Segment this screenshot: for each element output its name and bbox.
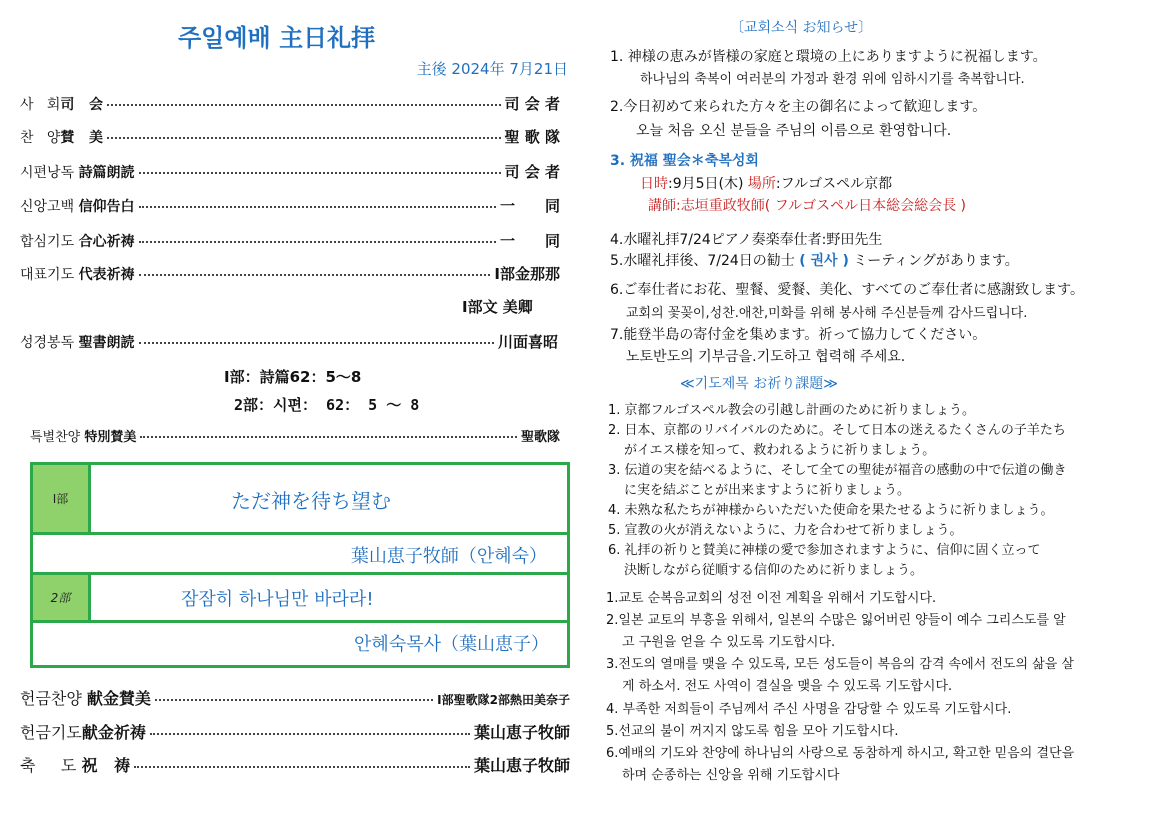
order-label-ja: 献金賛美 [86, 689, 151, 708]
page-title: 주일예배 主日礼拝 [178, 24, 376, 52]
prayer-ko-line: 6.예배의 기도와 찬양에 하나님의 사랑으로 동참하게 하시고, 확고한 믿음의 결단을 [606, 746, 1075, 761]
special-hymn-row [30, 426, 560, 445]
order-row [20, 331, 558, 352]
sermon-row-part1-title [33, 465, 567, 535]
closing-row [20, 753, 570, 776]
closing-row [20, 686, 570, 709]
order-row [20, 195, 560, 216]
prayer-ko-line: 게 하소서. 전도 사역이 결실을 맺을 수 있도록 기도합시다. [622, 679, 953, 694]
order-row [20, 126, 560, 147]
prayer-ko-line: 하며 순종하는 신앙을 위해 기도합시다 [622, 768, 840, 783]
order-label-ko: 대표기도 [20, 267, 75, 283]
order-row [20, 263, 560, 284]
prayer-ko-line: 1.교토 순복음교회의 성전 이전 계획을 위해서 기도합시다. [606, 591, 937, 606]
leader-dots [155, 699, 433, 701]
closing-row [20, 720, 570, 743]
sermon-title-part2: 잠잠히 하나님만 바라라! [181, 589, 374, 610]
prayer-ko-line: 2.일본 교토의 부흥을 위해서, 일본의 수많은 잃어버린 양들이 예수 그리스도를 알 [606, 613, 1066, 628]
order-value: 司 会 者 [504, 95, 560, 113]
order-label-ko: 사 회 [20, 97, 61, 113]
part-tag: 2部 [33, 575, 91, 620]
order-label-ja: 特別賛美 [84, 430, 137, 445]
leader-dots [134, 766, 470, 768]
news-item-3-heading: 3. 祝福 聖会＊축복성회 [610, 153, 759, 169]
prayer-heading: ≪기도제목 お祈り課題≫ [680, 376, 838, 392]
prayer-ja-line: 6. 礼拝の祈りと賛美に神様の愛で参加されますように、信仰に固く立って [608, 543, 1041, 558]
news-item-4: 4.水曜礼拝7/24ピアノ奏楽奉仕者:野田先生 [610, 232, 883, 248]
speaker-label: 講師 [648, 198, 676, 214]
news-item-2-ko: 오늘 처음 오신 분들을 주님의 이름으로 환영합니다. [636, 123, 952, 139]
prayer-ja-line: 5. 宣教の火が消えないように、力を合わせて祈りましょう。 [608, 523, 963, 538]
datetime-label: 日時 [640, 176, 668, 192]
news-item-6-ko: 교회의 꽃꽂이,성찬.애찬,미화를 위해 봉사해 주신분들께 감사드립니다. [626, 306, 1028, 321]
sermon-box [30, 462, 570, 668]
order-label-ko: 시편낭독 [20, 165, 75, 181]
prayer-ko-line: 4. 부족한 저희들이 주님께서 주신 사명을 감당할 수 있도록 기도합시다. [606, 702, 1012, 717]
sermon-title-part1: ただ神を待ち望む [231, 489, 391, 513]
order-label-ja: 司 会 [60, 97, 104, 113]
order-label-ko: 신앙고백 [20, 199, 75, 215]
news-item-6-ja: 6.ご奉仕者にお花、聖餐、愛餐、美化、すべてのご奉仕者に感謝致します。 [610, 282, 1084, 298]
leader-dots [139, 241, 496, 243]
sermon-row-part2-title [33, 575, 567, 623]
news-item-3-datetime [640, 173, 892, 193]
order-label-ko: 합심기도 [20, 234, 75, 250]
order-label-ko: 성경봉독 [20, 335, 75, 351]
order-label-ko: 찬 양 [20, 130, 61, 146]
prayer-ja-line: 2. 日本、京都のリバイバルのために。そして日本の迷えるたくさんの子羊たち [608, 423, 1066, 438]
news-item-5-highlight: ( 권사 ) [799, 253, 849, 269]
speaker-value: :志垣重政牧師( フルゴスペル日本総会総会長 ) [676, 198, 966, 214]
sermon-row-part2-preacher [33, 623, 567, 665]
leader-dots [140, 436, 517, 438]
sermon-preacher-part2: 안혜숙목사（葉山恵子） [354, 634, 549, 655]
news-item-1-ko: 하나님의 축복이 여러분의 가정과 환경 위에 임하시기를 축복합니다. [640, 72, 1025, 87]
order-label-ja: 祝 祷 [81, 756, 131, 775]
news-item-1-ja: 1. 神様の恵みが皆様の家庭と環境の上にありますように祝福します。 [610, 49, 1047, 65]
place-value: :フルゴスペル京都 [775, 176, 893, 192]
order-label-ko: 특별찬양 [30, 430, 81, 445]
news-item-7-ja: 7.能登半島の寄付金を集めます。祈って協力してください。 [610, 327, 987, 343]
leader-dots [150, 733, 470, 735]
leader-dots [139, 206, 496, 208]
order-row [20, 93, 560, 114]
place-label: 場所 [747, 176, 776, 192]
order-value: 葉山恵子牧師 [473, 723, 570, 742]
order-value: Ⅰ部聖歌隊2部熱田美奈子 [437, 693, 570, 707]
order-label-ja: 詩篇朗読 [78, 165, 135, 181]
prayer-ko-line: 3.전도의 열매를 맺을 수 있도록, 모든 성도들이 복음의 감격 속에서 전도의 삶을 살 [606, 657, 1074, 672]
leader-dots [139, 274, 491, 276]
order-row [20, 161, 560, 182]
order-label-ko: 축 도 [20, 756, 77, 775]
prayer-ja-line: 3. 伝道の実を結べるように、そして全ての聖徒が福音の感動の中で伝道の働き [608, 463, 1067, 478]
sermon-row-part1-preacher [33, 535, 567, 575]
leader-dots [139, 172, 501, 174]
order-label-ja: 代表祈祷 [78, 267, 135, 283]
news-heading: 〔교회소식 お知らせ〕 [730, 20, 873, 36]
prayer-ja-line: 4. 未熟な私たちが神様からいただいた使命を果たせるように祈りましょう。 [608, 503, 1054, 518]
order-label-ja: 聖書朗読 [78, 335, 135, 351]
leader-dots [107, 137, 501, 139]
order-value: Ⅰ部金那那 [494, 265, 560, 283]
prayer-ja-line: に実を結ぶことが出来ますように祈りましょう。 [624, 483, 911, 498]
news-item-7-ko: 노토반도의 기부금을.기도하고 협력해 주세요. [626, 349, 906, 365]
part-tag: Ⅰ部 [33, 465, 91, 532]
order-row [20, 230, 560, 251]
service-date: 主後 2024年 7月21日 [416, 60, 568, 78]
scripture-part1: Ⅰ部：詩篇62：5～8 [224, 368, 362, 386]
news-item-3-speaker [648, 195, 966, 215]
prayer-ja-line: がイエス様を知って、救われるように祈りましょう。 [624, 443, 936, 458]
order-label-ko: 헌금찬양 [20, 689, 82, 708]
order-value: 葉山恵子牧師 [473, 756, 570, 775]
news-item-5-text: 5.水曜礼拝後、7/24日の勧士 [610, 253, 795, 269]
news-item-5 [610, 250, 1019, 270]
news-item-2-ja: 2.今日初めて来られた方々を主の御名によって歓迎します。 [610, 99, 987, 115]
news-panel [600, 0, 1173, 816]
order-value: 一 同 [499, 232, 560, 250]
order-value: 聖 歌 隊 [504, 128, 560, 146]
order-label-ja: 献金祈祷 [81, 723, 146, 742]
prayer-ja-line: 1. 京都フルゴスペル教会の引越し計画のために祈りましょう。 [608, 403, 976, 418]
representative-prayer-second: Ⅰ部文 美卿 [462, 298, 533, 316]
news-item-5-tail: ミーティングがあります。 [853, 253, 1019, 269]
prayer-ko-line: 고 구원을 얻을 수 있도록 기도합시다. [622, 635, 836, 650]
order-value: 一 同 [499, 197, 560, 215]
order-label-ja: 賛 美 [60, 130, 104, 146]
order-label-ko: 헌금기도 [20, 723, 82, 742]
sermon-preacher-part1: 葉山恵子牧師（안혜숙） [350, 546, 547, 567]
leader-dots [139, 342, 494, 344]
order-value: 司 会 者 [504, 163, 560, 181]
order-label-ja: 合心祈祷 [78, 234, 135, 250]
prayer-ko-line: 5.선교의 불이 꺼지지 않도록 힘을 모아 기도합시다. [606, 724, 899, 739]
datetime-value: :9月5日(木) [668, 176, 744, 192]
leader-dots [107, 104, 501, 106]
scripture-part2: 2部：시편： 62： 5 ～ 8 [234, 396, 420, 414]
order-label-ja: 信仰告白 [78, 199, 135, 215]
prayer-ja-line: 決断しながら従順する信仰のために祈りましょう。 [624, 563, 924, 578]
order-value: 川面喜昭 [497, 333, 558, 351]
order-value: 聖歌隊 [520, 430, 560, 445]
